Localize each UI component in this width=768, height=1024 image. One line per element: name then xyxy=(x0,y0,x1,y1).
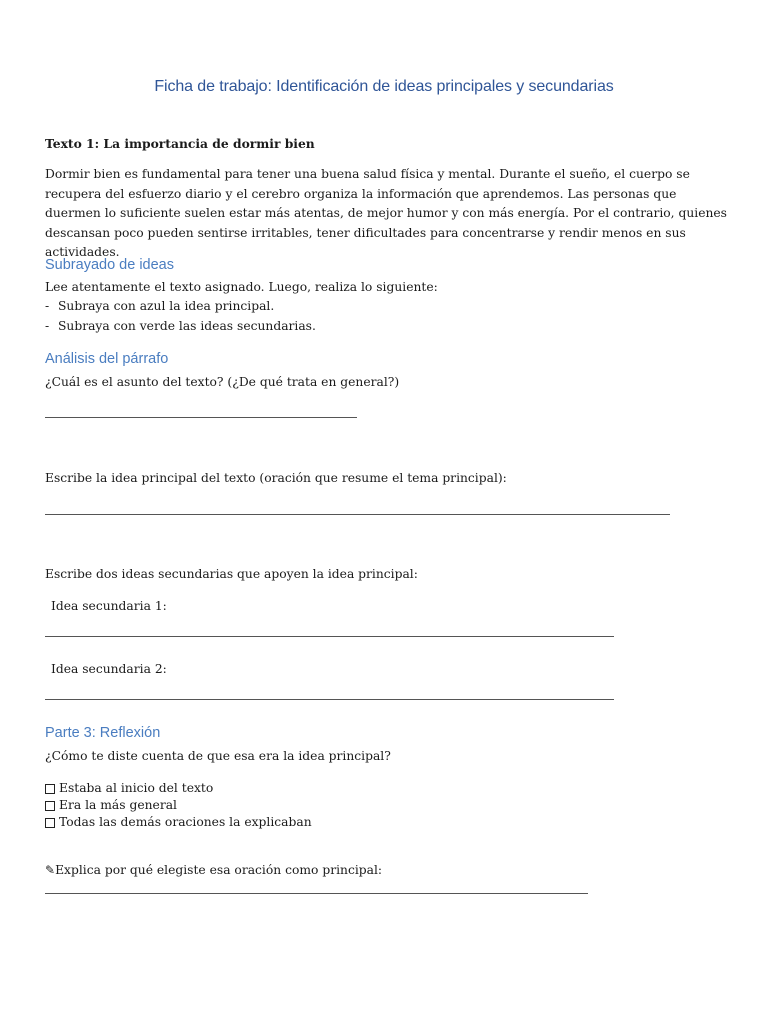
checkbox-label: Era la más general xyxy=(59,797,177,812)
checkbox-option[interactable] xyxy=(45,780,312,797)
subrayado-intro: Lee atentamente el texto asignado. Luego, realiza lo siguiente: xyxy=(45,280,438,294)
answer-line-asunto[interactable] xyxy=(45,417,357,418)
bullet-dash: - xyxy=(45,318,50,333)
explain-text: Explica por qué elegiste esa oración como principal: xyxy=(55,863,383,877)
list-item xyxy=(45,317,316,337)
list-item-text: Subraya con azul la idea principal. xyxy=(58,299,275,313)
checkbox-option[interactable] xyxy=(45,814,312,831)
reflexion-heading: Parte 3: Reflexión xyxy=(45,725,161,741)
checkbox-list xyxy=(45,780,312,831)
answer-line-secundaria-2[interactable] xyxy=(45,699,614,700)
label-idea-secundaria-2: Idea secundaria 2: xyxy=(51,662,167,676)
checkbox[interactable] xyxy=(45,784,55,794)
question-idea-principal: Escribe la idea principal del texto (oración que resume el tema principal): xyxy=(45,471,507,485)
list-item xyxy=(45,297,316,317)
checkbox[interactable] xyxy=(45,801,55,811)
checkbox[interactable] xyxy=(45,818,55,828)
answer-line-idea-principal[interactable] xyxy=(45,514,670,515)
question-asunto: ¿Cuál es el asunto del texto? (¿De qué trata en general?) xyxy=(45,375,400,389)
list-item-text: Subraya con verde las ideas secundarias. xyxy=(58,318,316,333)
text-paragraph: Dormir bien es fundamental para tener una buena salud física y mental. Durante el sueño, el cuerpo se recupera del esfuerzo diario y el cerebro organiza la información que aprendemos. Las personas que duermen lo suficiente suelen estar más atentas, de mejor humor y con más energía. Por el contrario, quienes descansan poco pueden sentirse irritables, tener dificultades para concentrarse y rendir menos en sus actividades. xyxy=(45,167,727,259)
subrayado-list xyxy=(45,297,316,336)
bullet-dash: - xyxy=(45,299,50,313)
label-idea-secundaria-1: Idea secundaria 1: xyxy=(51,599,167,613)
analisis-heading: Análisis del párrafo xyxy=(45,351,169,367)
text-heading: Texto 1: La importancia de dormir bien xyxy=(45,136,315,151)
explain-prompt xyxy=(45,861,382,881)
answer-line-explain[interactable] xyxy=(45,893,588,894)
checkbox-label: Estaba al inicio del texto xyxy=(59,780,214,795)
question-ideas-secundarias: Escribe dos ideas secundarias que apoyen la idea principal: xyxy=(45,567,418,581)
answer-line-secundaria-1[interactable] xyxy=(45,636,614,637)
subrayado-heading: Subrayado de ideas xyxy=(45,257,174,273)
reflexion-question: ¿Cómo te diste cuenta de que esa era la idea principal? xyxy=(45,749,391,763)
checkbox-label: Todas las demás oraciones la explicaban xyxy=(59,814,312,829)
page-title: Ficha de trabajo: Identificación de ideas principales y secundarias xyxy=(154,78,614,95)
pencil-icon: ✎ xyxy=(45,863,56,877)
checkbox-option[interactable] xyxy=(45,797,312,814)
